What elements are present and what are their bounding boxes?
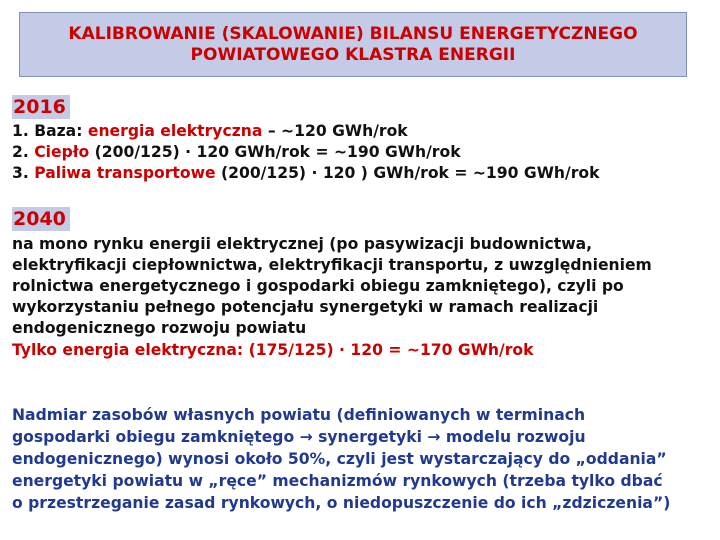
body-line-1: na mono rynku energii elektrycznej (po pasywizacji budownictwa, xyxy=(12,235,593,253)
conclusion-line-1: Nadmiar zasobów własnych powiatu (definiowanych w terminach xyxy=(12,406,586,424)
item-1-rest: – ~120 GWh/rok xyxy=(262,122,408,140)
body-line-5: endogenicznego rozwoju powiatu xyxy=(12,319,307,337)
item-3-rest: (200/125) · 120 ) GWh/rok = ~190 GWh/rok xyxy=(215,164,600,182)
item-3-highlight: Paliwa transportowe xyxy=(34,164,216,182)
summary-line: Tylko energia elektryczna: (175/125) · 120 = ~170 GWh/rok xyxy=(12,341,534,359)
year-heading-2016: 2016 xyxy=(12,95,70,119)
body-line-2: elektryfikacji ciepłownictwa, elektryfikacji transportu, z uwzględnieniem xyxy=(12,256,652,274)
conclusion-line-3: endogenicznego) wynosi około 50%, czyli jest wystarczający do „oddania” xyxy=(12,450,667,468)
item-1-highlight: energia elektryczna xyxy=(87,122,263,140)
year-heading-2040: 2040 xyxy=(12,207,70,231)
conclusion-line-5: o przestrzeganie zasad rynkowych, o niedopuszczenie do ich „zdziczenia”) xyxy=(12,494,671,512)
item-1-prefix: 1. Baza: xyxy=(12,122,88,140)
item-3 xyxy=(12,163,599,184)
conclusion-line-2: gospodarki obiegu zamkniętego → synergetyki → modelu rozwoju xyxy=(12,428,586,446)
body-line-4: wykorzystaniu pełnego potencjału synergetyki w ramach realizacji xyxy=(12,298,599,316)
conclusion-line-4: energetyki powiatu w „ręce” mechanizmów rynkowych (trzeba tylko dbać xyxy=(12,472,663,490)
item-2 xyxy=(12,142,461,163)
item-1 xyxy=(12,121,408,142)
title-line-1: KALIBROWANIE (SKALOWANIE) BILANSU ENERGETYCZNEGO xyxy=(68,23,638,44)
item-3-prefix: 3. xyxy=(12,164,35,182)
item-2-highlight: Ciepło xyxy=(34,143,90,161)
title-line-2: POWIATOWEGO KLASTRA ENERGII xyxy=(190,44,516,65)
item-2-rest: (200/125) · 120 GWh/rok = ~190 GWh/rok xyxy=(89,143,461,161)
body-line-3: rolnictwa energetycznego i gospodarki obiegu zamkniętego), czyli po xyxy=(12,277,624,295)
item-2-prefix: 2. xyxy=(12,143,35,161)
title-banner xyxy=(19,12,687,77)
